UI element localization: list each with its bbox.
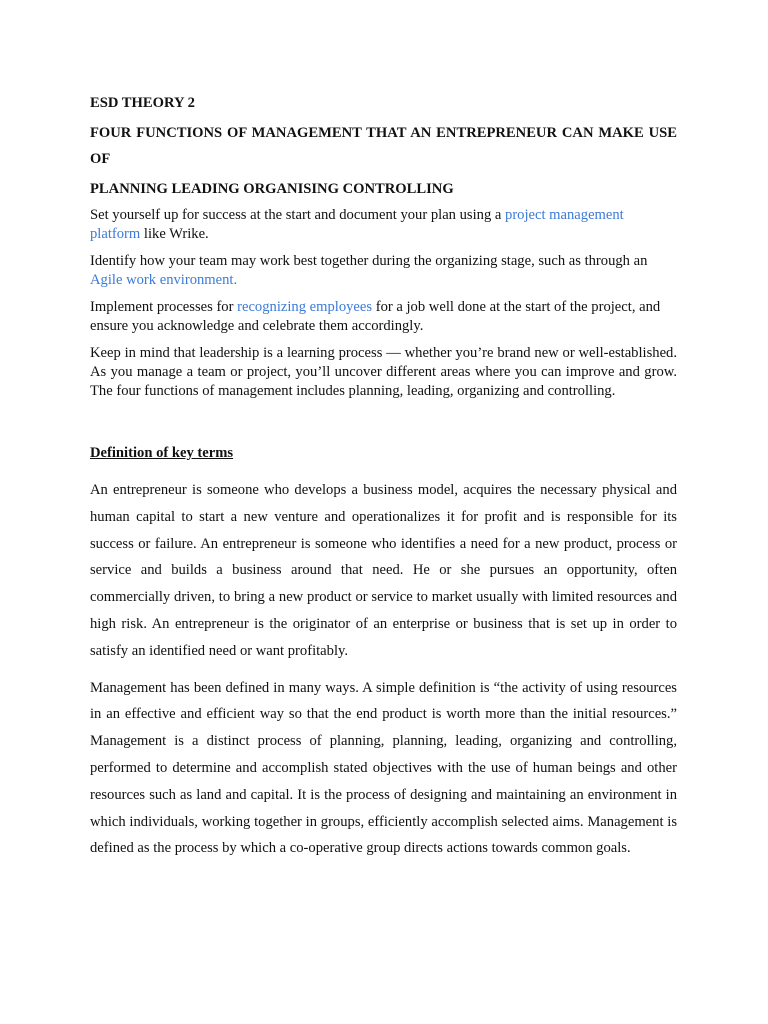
leading-paragraph bbox=[90, 298, 677, 336]
functions-list-heading: PLANNING LEADING ORGANISING CONTROLLING bbox=[90, 181, 454, 197]
recognizing-employees-link[interactable]: recognizing employees bbox=[237, 299, 373, 315]
controlling-paragraph: Keep in mind that leadership is a learning process — whether you’re brand new or well-established. As you manage a team or project, you’ll uncover different areas where you can improve and grow. The four functions of management includes planning, leading, organizing and controlling. bbox=[90, 345, 677, 399]
management-definition-paragraph: Management has been defined in many ways. A simple definition is “the activity of using resources in an effective and efficient way so that the end product is worth more than the initial resources.” Management is a distinct process of planning, planning, leading, organizing and controlling, performed to determine and accomplish stated objectives with the use of human beings and other resources such as land and capital. It is the process of designing and maintaining an environment in which individuals, working together in groups, efficiently accomplish selected aims. Management is defined as the process by which a co-operative group directs actions towards common goals. bbox=[90, 679, 677, 857]
organizing-paragraph bbox=[90, 252, 677, 290]
agile-work-environment-link[interactable]: Agile work environment. bbox=[90, 272, 238, 288]
section-spacer bbox=[90, 409, 677, 441]
project-management-platform-link[interactable]: project management platform bbox=[90, 207, 624, 242]
document-title: ESD THEORY 2 bbox=[90, 95, 195, 111]
organizing-text-before: Identify how your team may work best together during the organizing stage, such as through an bbox=[90, 253, 648, 269]
definition-heading: Definition of key terms bbox=[90, 445, 234, 461]
leading-text-after: for a job well done at the start of the project, and ensure you acknowledge and celebrate them accordingly. bbox=[90, 299, 661, 334]
planning-text-after: like Wrike. bbox=[140, 226, 209, 242]
functions-heading: FOUR FUNCTIONS OF MANAGEMENT THAT AN ENTREPRENEUR CAN MAKE USE OF bbox=[90, 125, 677, 167]
document-page bbox=[90, 90, 677, 872]
leading-text-before: Implement processes for bbox=[90, 299, 238, 315]
planning-text-before: Set yourself up for success at the start and document your plan using a bbox=[90, 207, 506, 223]
entrepreneur-definition-paragraph: An entrepreneur is someone who develops a business model, acquires the necessary physical and human capital to start a new venture and operationalizes it for profit and is responsible for its success or failure. An entrepreneur is someone who identifies a need for a new product, process or service and builds a business around that need. He or she pursues an opportunity, often commercially driven, to bring a new product or service to market usually with limited resources and high risk. An entrepreneur is the originator of an enterprise or business that is set up in order to satisfy an identified need or want profitably. bbox=[90, 482, 677, 659]
planning-paragraph bbox=[90, 206, 677, 244]
